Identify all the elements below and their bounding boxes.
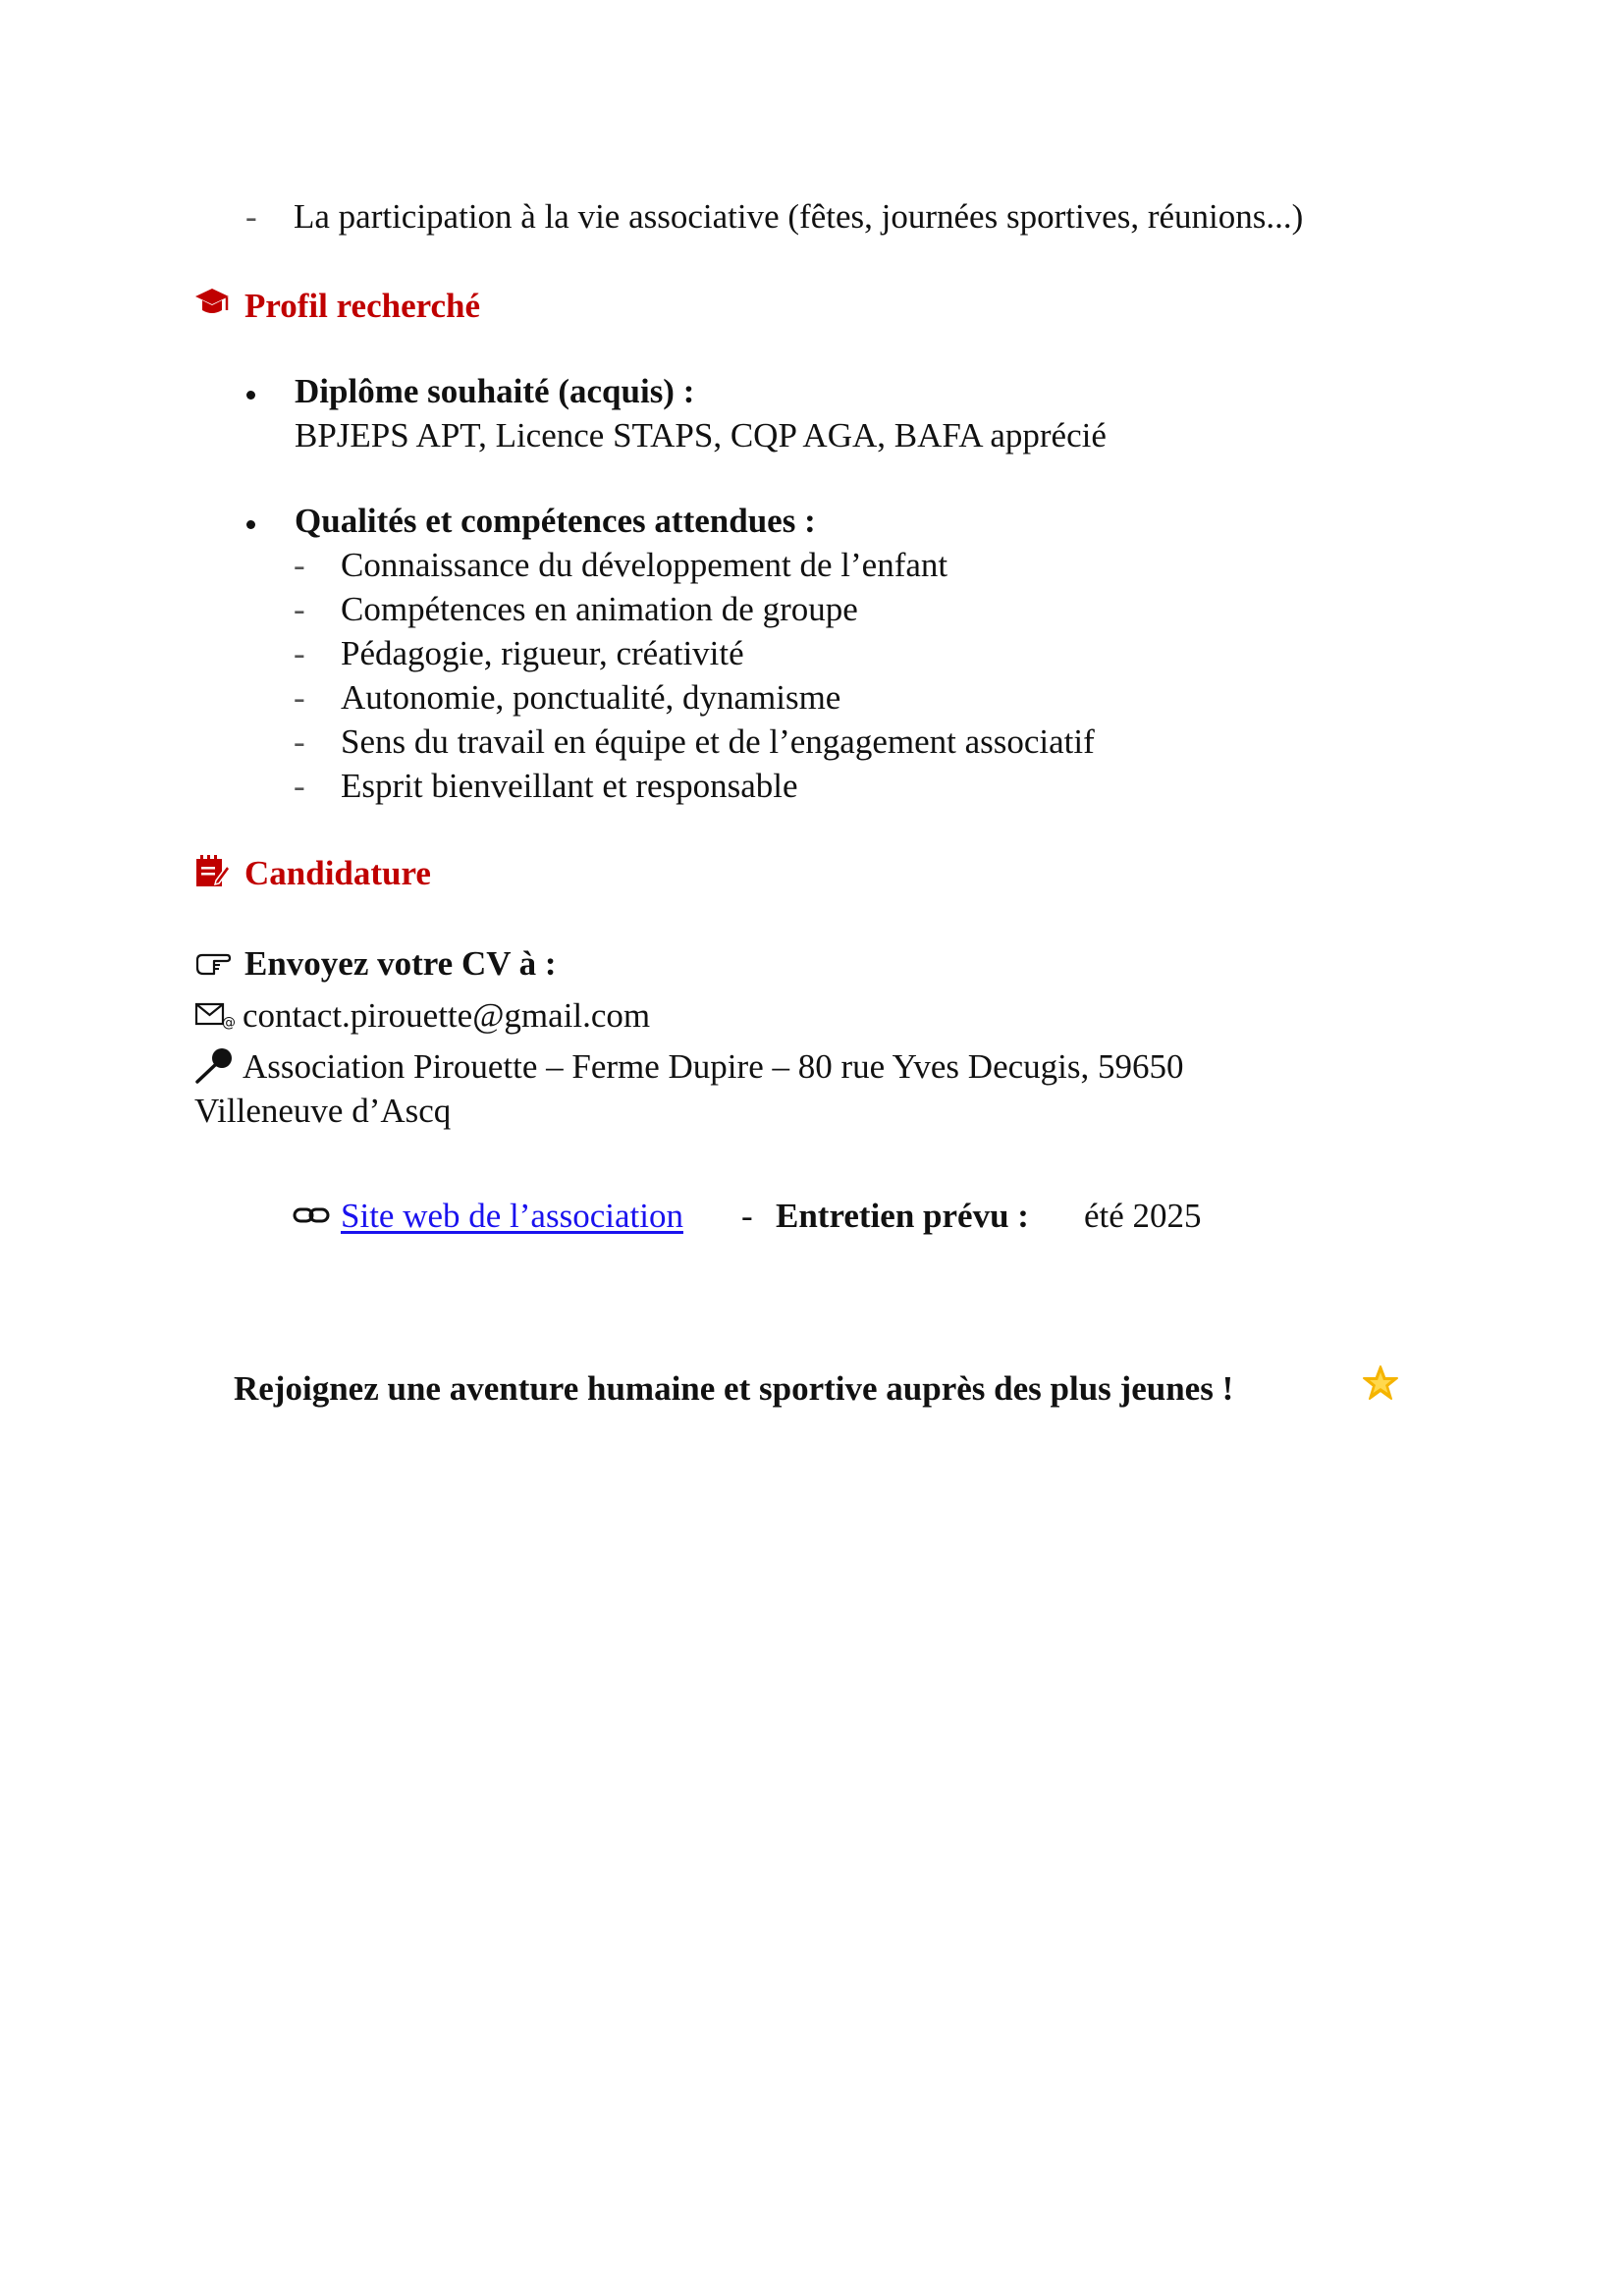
- diploma-label: Diplôme souhaité (acquis) :: [295, 372, 695, 410]
- section-title-profil: Profil recherché: [244, 287, 481, 325]
- memo-icon: [194, 853, 230, 888]
- quality-item: Compétences en animation de groupe: [341, 590, 858, 628]
- quality-item: Esprit bienveillant et responsable: [341, 767, 798, 805]
- section-title-candidature: Candidature: [244, 854, 431, 892]
- closing-text: Rejoignez une aventure humaine et sportive auprès des plus jeunes !: [234, 1369, 1234, 1408]
- list-dash: -: [294, 722, 305, 761]
- intro-list-item: La participation à la vie associative (fêtes, journées sportives, réunions...): [294, 197, 1304, 236]
- envelope-icon: [194, 1001, 236, 1029]
- bullet: [246, 391, 255, 400]
- interview-label: Entretien prévu :: [776, 1197, 1029, 1235]
- star-icon: [1361, 1364, 1400, 1404]
- svg-text:@: @: [222, 1015, 236, 1031]
- bullet: [246, 520, 255, 529]
- qualities-label: Qualités et compétences attendues :: [295, 502, 816, 540]
- list-dash: -: [294, 767, 305, 805]
- quality-item: Pédagogie, rigueur, créativité: [341, 634, 744, 672]
- list-dash: -: [245, 197, 257, 236]
- graduation-cap-icon: [194, 287, 230, 320]
- list-dash: -: [294, 634, 305, 672]
- pin-icon: [194, 1047, 234, 1085]
- diploma-value: BPJEPS APT, Licence STAPS, CQP AGA, BAFA apprécié: [295, 416, 1107, 454]
- quality-item: Sens du travail en équipe et de l’engagement associatif: [341, 722, 1095, 761]
- website-link[interactable]: Site web de l’association: [341, 1197, 683, 1235]
- address-line-2: Villeneuve d’Ascq: [194, 1092, 452, 1130]
- address-line-1: Association Pirouette – Ferme Dupire – 80 rue Yves Decugis, 59650: [243, 1047, 1184, 1086]
- quality-item: Autonomie, ponctualité, dynamisme: [341, 678, 841, 717]
- email-link[interactable]: contact.pirouette@gmail.com: [243, 996, 651, 1035]
- list-dash: -: [294, 590, 305, 628]
- pointing-hand-icon: [194, 947, 232, 977]
- separator: -: [741, 1197, 753, 1235]
- quality-item: Connaissance du développement de l’enfant: [341, 546, 948, 584]
- interview-value: été 2025: [1084, 1197, 1202, 1235]
- list-dash: -: [294, 546, 305, 584]
- list-dash: -: [294, 678, 305, 717]
- link-icon: [293, 1205, 332, 1225]
- send-cv-label: Envoyez votre CV à :: [244, 944, 557, 983]
